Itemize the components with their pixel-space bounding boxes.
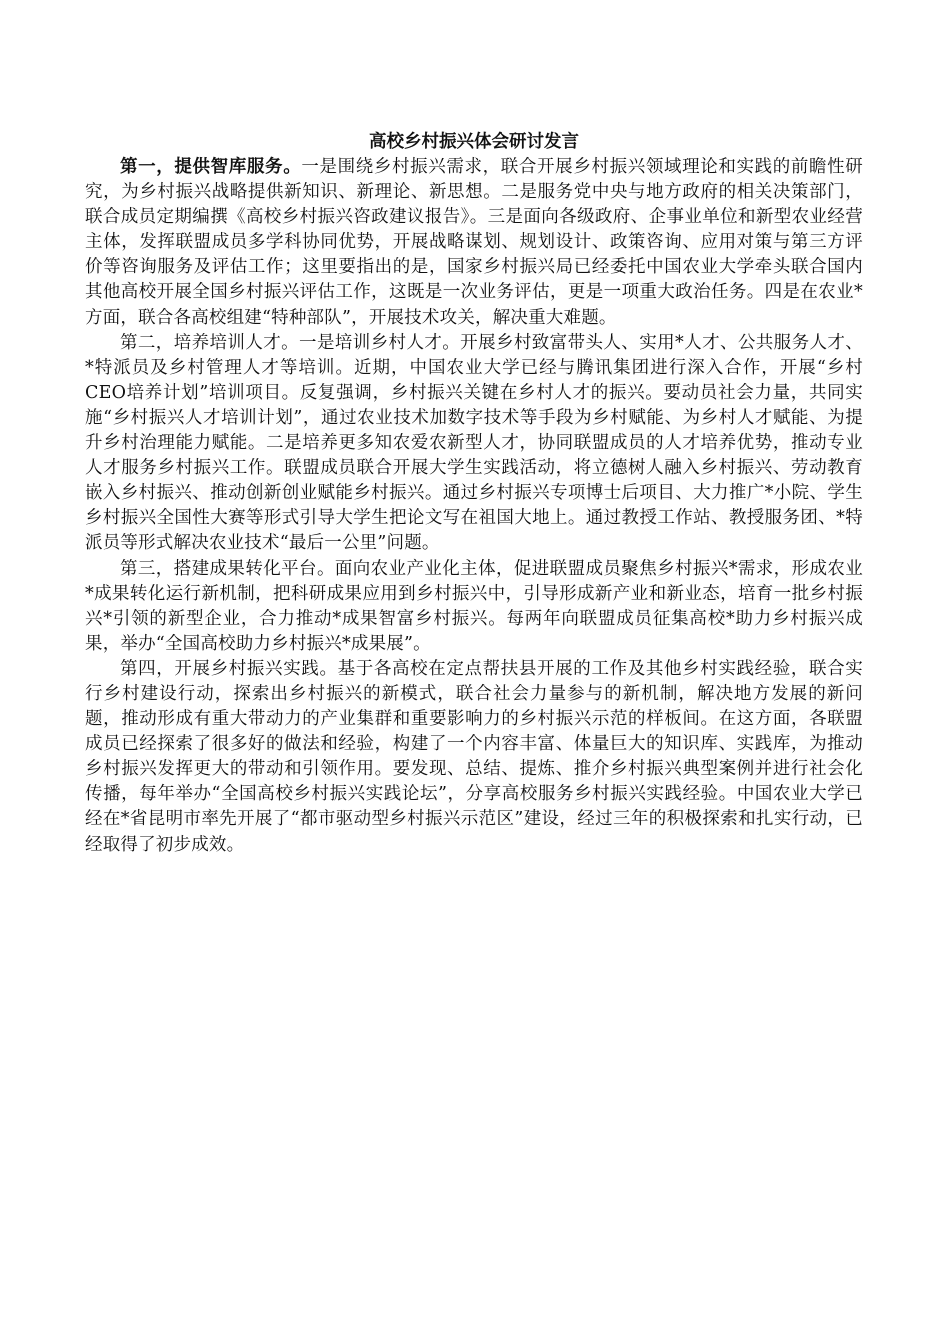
paragraph-1 <box>85 155 863 331</box>
paragraph-1-lead: 第一，提供智库服务。 <box>120 157 302 177</box>
paragraph-2-text: 第二，培养培训人才。一是培训乡村人才。开展乡村致富带头人、实用*人才、公共服务人才、*特派员及乡村管理人才等培训。近期，中国农业大学已经与腾讯集团进行深入合作，开展“乡村CEO培养计划”培训项目。反复强调，乡村振兴关键在乡村人才的振兴。要动员社会力量，共同实施“乡村振兴人才培训计划”，通过农业技术加数字技术等手段为乡村赋能、为乡村人才赋能、为提升乡村治理能力赋能。二是培养更多知农爱农新型人才，协同联盟成员的人才培养优势，推动专业人才服务乡村振兴工作。联盟成员联合开展大学生实践活动，将立德树人融入乡村振兴、劳动教育嵌入乡村振兴、推动创新创业赋能乡村振兴。通过乡村振兴专项博士后项目、大力推广*小院、学生乡村振兴全国性大赛等形式引导大学生把论文写在祖国大地上。通过教授工作站、教授服务团、*特派员等形式解决农业技术“最后一公里”问题。 <box>85 332 863 554</box>
paragraph-4-text: 第四，开展乡村振兴实践。基于各高校在定点帮扶县开展的工作及其他乡村实践经验，联合实行乡村建设行动，探索出乡村振兴的新模式，联合社会力量参与的新机制，解决地方发展的新问题，推动形成有重大带动力的产业集群和重要影响力的乡村振兴示范的样板间。在这方面，各联盟成员已经探索了很多好的做法和经验，构建了一个内容丰富、体量巨大的知识库、实践库，为推动乡村振兴发挥更大的带动和引领作用。要发现、总结、提炼、推介乡村振兴典型案例并进行社会化传播，每年举办“全国高校乡村振兴实践论坛”，分享高校服务乡村振兴实践经验。中国农业大学已经在*省昆明市率先开展了“都市驱动型乡村振兴示范区”建设，经过三年的积极探索和扎实行动，已经取得了初步成效。 <box>85 658 863 855</box>
paragraph-1-text: 一是围绕乡村振兴需求，联合开展乡村振兴领域理论和实践的前瞻性研究，为乡村振兴战略提供新知识、新理论、新思想。二是服务党中央与地方政府的相关决策部门，联合成员定期编撰《高校乡村振兴咨政建议报告》。三是面向各级政府、企事业单位和新型农业经营主体，发挥联盟成员多学科协同优势，开展战略谋划、规划设计、政策咨询、应用对策与第三方评价等咨询服务及评估工作；这里要指出的是，国家乡村振兴局已经委托中国农业大学牵头联合国内其他高校开展全国乡村振兴评估工作，这既是一次业务评估，更是一项重大政治任务。四是在农业*方面，联合各高校组建“特种部队”，开展技术攻关，解决重大难题。 <box>85 157 863 328</box>
document-page <box>85 130 863 858</box>
paragraph-3 <box>85 557 863 657</box>
document-title: 高校乡村振兴体会研讨发言 <box>369 132 579 152</box>
paragraph-4 <box>85 657 863 858</box>
paragraph-2 <box>85 331 863 557</box>
paragraph-3-text: 第三，搭建成果转化平台。面向农业产业化主体，促进联盟成员聚焦乡村振兴*需求，形成农业*成果转化运行新机制，把科研成果应用到乡村振兴中，引导形成新产业和新业态，培育一批乡村振兴*引领的新型企业，合力推动*成果智富乡村振兴。每两年向联盟成员征集高校*助力乡村振兴成果，举办“全国高校助力乡村振兴*成果展”。 <box>85 558 863 654</box>
